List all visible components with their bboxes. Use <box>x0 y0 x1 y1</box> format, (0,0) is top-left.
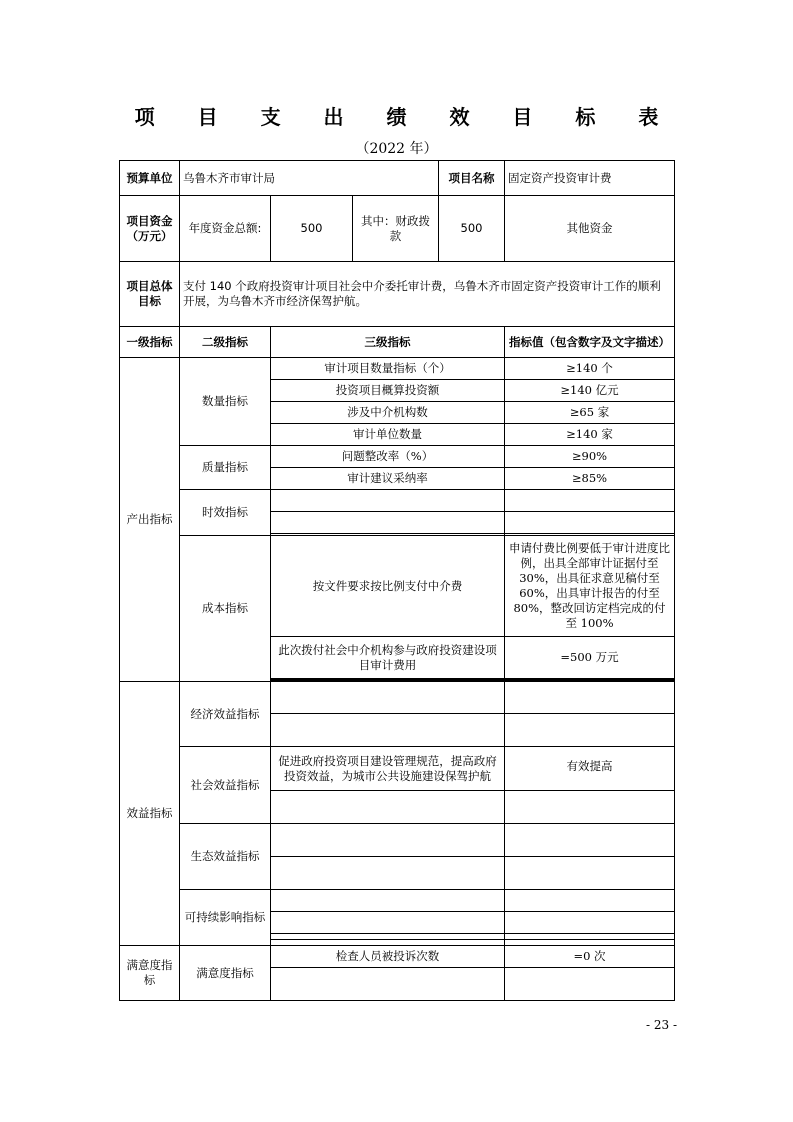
indicator-cell: 涉及中介机构数 <box>271 402 505 424</box>
indicator-cell: 此次拨付社会中介机构参与政府投资建设项目审计费用 <box>271 637 505 679</box>
value-cell: ≥90% <box>505 446 675 468</box>
empty-cell <box>271 824 505 857</box>
unit-value: 乌鲁木齐市审计局 <box>180 161 439 196</box>
indicator-cell: 检查人员被投诉次数 <box>271 946 505 968</box>
empty-cell <box>505 824 675 857</box>
empty-cell <box>271 512 505 534</box>
project-name-value: 固定资产投资审计费 <box>505 161 675 196</box>
output-label: 产出指标 <box>120 358 180 682</box>
project-name-label: 项目名称 <box>439 161 505 196</box>
funds-total-value: 500 <box>271 196 353 262</box>
empty-cell <box>505 714 675 747</box>
benefit-label: 效益指标 <box>120 682 180 946</box>
empty-cell <box>505 490 675 512</box>
value-cell: 申请付费比例要低于审计进度比例，出具全部审计证据付至 30%，出具征求意见稿付至 60%，出具审计报告的付至 80%，整改回访定档完成的付至 100% <box>505 536 675 637</box>
empty-cell <box>271 791 505 824</box>
empty-cell <box>505 968 675 1001</box>
satisfaction-label: 满意度指标 <box>120 946 180 1001</box>
col-value: 指标值（包含数字及文字描述） <box>505 327 675 358</box>
quantity-label: 数量指标 <box>180 358 271 446</box>
indicator-cell: 审计建议采纳率 <box>271 468 505 490</box>
empty-cell <box>505 682 675 714</box>
funds-fiscal-label: 其中：财政拨款 <box>353 196 439 262</box>
social-label: 社会效益指标 <box>180 747 271 824</box>
unit-label: 预算单位 <box>120 161 180 196</box>
funds-label: 项目资金（万元） <box>120 196 180 262</box>
indicator-cell: 问题整改率（%） <box>271 446 505 468</box>
empty-cell <box>271 714 505 747</box>
empty-cell <box>271 968 505 1001</box>
timeliness-label: 时效指标 <box>180 490 271 536</box>
quality-label: 质量指标 <box>180 446 271 490</box>
indicator-cell: 促进政府投资项目建设管理规范，提高政府投资效益，为城市公共设施建设保驾护航 <box>271 747 505 791</box>
goal-text: 支付 140 个政府投资审计项目社会中介委托审计费，乌鲁木齐市固定资产投资审计工作的顺利开展，为乌鲁木齐市经济保驾护航。 <box>180 262 675 327</box>
empty-cell <box>505 912 675 934</box>
goal-label: 项目总体目标 <box>120 262 180 327</box>
value-cell: =500 万元 <box>505 637 675 679</box>
performance-table <box>119 160 675 1001</box>
empty-cell <box>505 512 675 534</box>
satisfaction-sub-label: 满意度指标 <box>180 946 271 1001</box>
funds-other-cell <box>505 196 675 262</box>
empty-cell <box>505 791 675 824</box>
page-title: 项 目 支 出 绩 效 目 标 表 <box>134 105 677 129</box>
value-cell: 有效提高 <box>505 747 675 791</box>
empty-cell <box>271 890 505 912</box>
value-cell: ≥85% <box>505 468 675 490</box>
value-cell: ≥140 家 <box>505 424 675 446</box>
col-level1: 一级指标 <box>120 327 180 358</box>
economic-label: 经济效益指标 <box>180 682 271 747</box>
value-cell: ≥140 亿元 <box>505 380 675 402</box>
value-cell: ≥65 家 <box>505 402 675 424</box>
value-cell: ≥140 个 <box>505 358 675 380</box>
funds-other-label: 其他资金 <box>566 221 613 235</box>
empty-cell <box>505 857 675 890</box>
cost-label: 成本指标 <box>180 536 271 682</box>
empty-cell <box>271 912 505 934</box>
indicator-cell: 按文件要求按比例支付中介费 <box>271 536 505 637</box>
empty-cell <box>271 490 505 512</box>
ecological-label: 生态效益指标 <box>180 824 271 890</box>
indicator-cell: 审计单位数量 <box>271 424 505 446</box>
empty-cell <box>271 682 505 714</box>
empty-cell <box>271 857 505 890</box>
col-level3: 三级指标 <box>271 327 505 358</box>
indicator-cell: 投资项目概算投资额 <box>271 380 505 402</box>
indicator-cell: 审计项目数量指标（个） <box>271 358 505 380</box>
col-level2: 二级指标 <box>180 327 271 358</box>
sustainable-label: 可持续影响指标 <box>180 890 271 946</box>
empty-cell <box>505 890 675 912</box>
value-cell: =0 次 <box>505 946 675 968</box>
page-number: - 23 - <box>646 1018 678 1032</box>
funds-total-label: 年度资金总额: <box>180 196 271 262</box>
funds-fiscal-value: 500 <box>439 196 505 262</box>
year-subtitle: （2022 年） <box>355 141 438 157</box>
